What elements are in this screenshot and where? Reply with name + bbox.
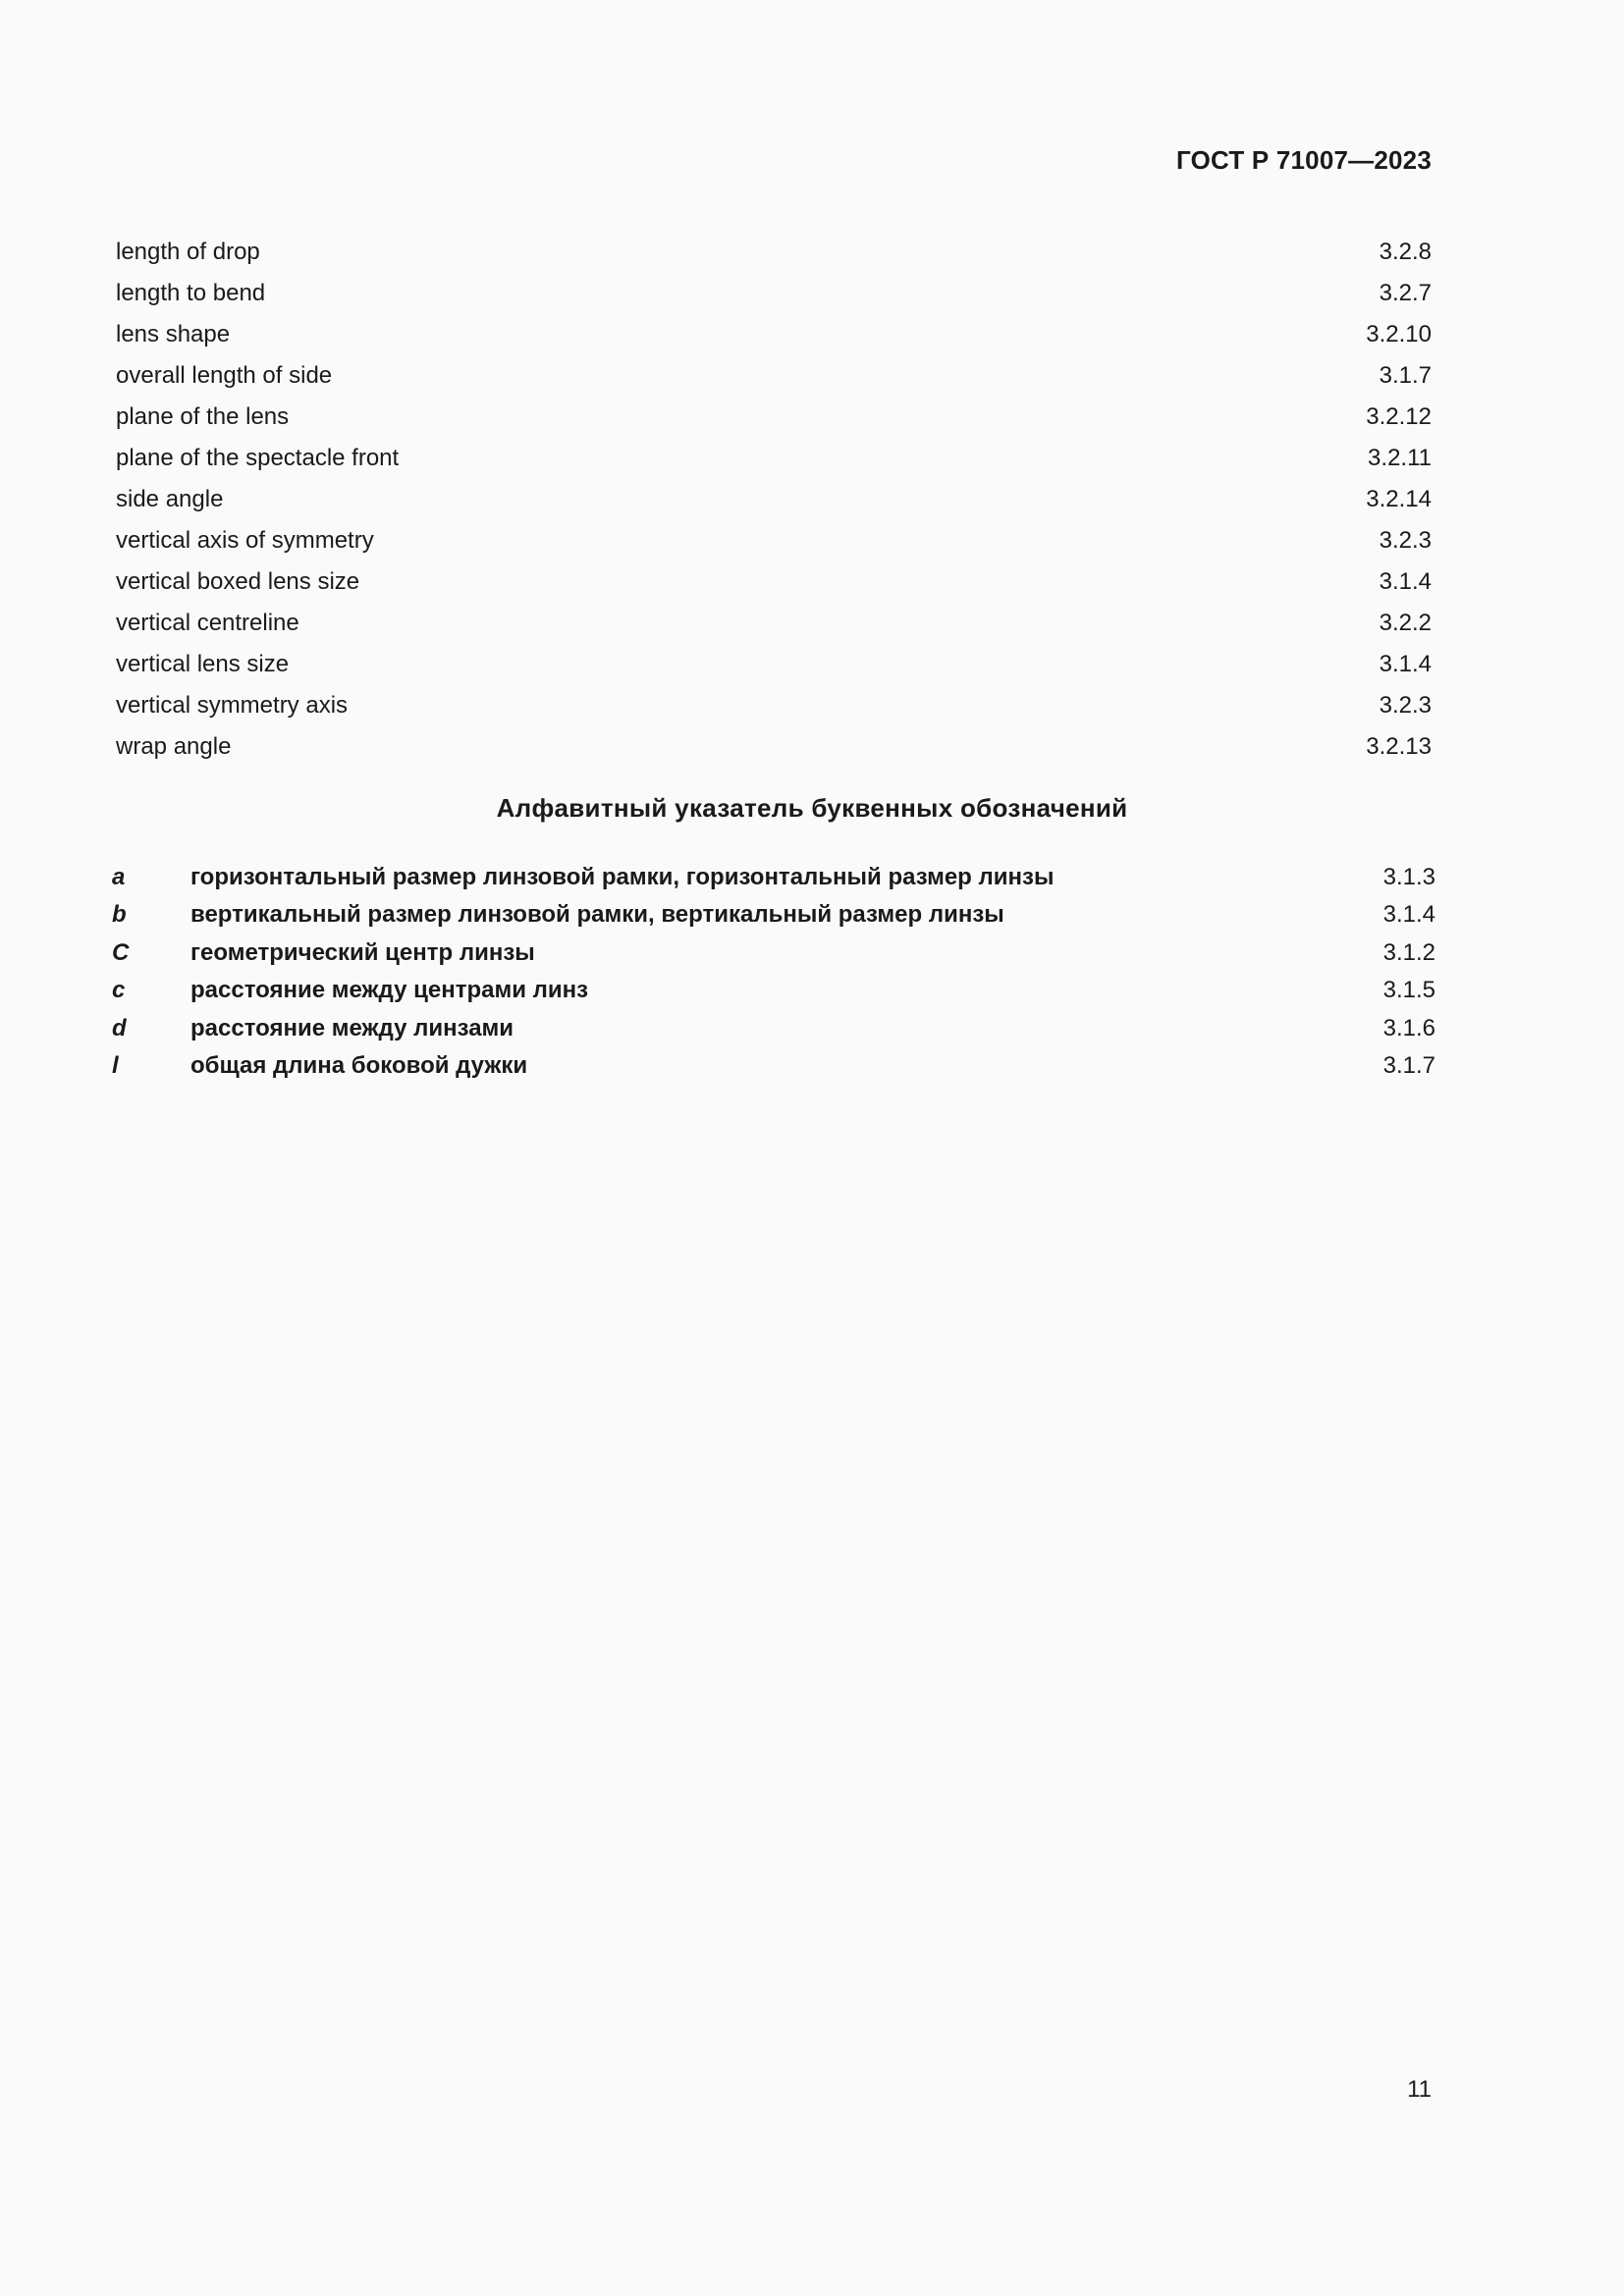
term-label: vertical symmetry axis bbox=[116, 692, 349, 719]
term-ref: 3.1.4 bbox=[1379, 651, 1432, 677]
term-label: length of drop bbox=[116, 239, 260, 265]
term-label: vertical centreline bbox=[116, 610, 299, 636]
list-item bbox=[116, 692, 1432, 733]
term-ref: 3.2.14 bbox=[1366, 486, 1432, 512]
list-item bbox=[116, 527, 1432, 568]
term-ref: 3.2.10 bbox=[1366, 321, 1432, 347]
document-id: ГОСТ Р 71007—2023 bbox=[1176, 145, 1432, 175]
list-item bbox=[116, 362, 1432, 403]
term-label: vertical lens size bbox=[116, 651, 290, 677]
list-item bbox=[112, 901, 1435, 938]
term-ref: 3.1.7 bbox=[1379, 362, 1432, 389]
symbol-description: геометрический центр линзы bbox=[190, 938, 535, 966]
list-item bbox=[112, 1052, 1435, 1090]
term-index-list bbox=[116, 239, 1432, 774]
list-item bbox=[116, 610, 1432, 651]
symbol-letter: a bbox=[112, 864, 126, 890]
term-label: vertical axis of symmetry bbox=[116, 527, 374, 554]
term-label: wrap angle bbox=[116, 733, 232, 760]
term-ref: 3.2.13 bbox=[1366, 733, 1432, 760]
symbol-ref: 3.1.4 bbox=[1382, 901, 1435, 929]
list-item bbox=[116, 280, 1432, 321]
term-label: overall length of side bbox=[116, 362, 333, 389]
section-title: Алфавитный указатель буквенных обозначений bbox=[496, 793, 1128, 823]
symbol-ref: 3.1.6 bbox=[1382, 1014, 1435, 1041]
list-item bbox=[112, 977, 1435, 1014]
symbol-letter: l bbox=[112, 1051, 119, 1079]
symbol-ref: 3.1.3 bbox=[1382, 864, 1435, 890]
list-item bbox=[116, 486, 1432, 527]
list-item bbox=[116, 321, 1432, 362]
page-number: 11 bbox=[1407, 2076, 1432, 2103]
term-label: length to bend bbox=[116, 280, 266, 306]
symbol-ref: 3.1.2 bbox=[1382, 938, 1435, 966]
list-item bbox=[116, 403, 1432, 445]
symbol-description: общая длина боковой дужки bbox=[190, 1051, 528, 1079]
symbol-ref: 3.1.7 bbox=[1382, 1051, 1435, 1079]
symbol-letter: C bbox=[112, 938, 130, 966]
list-item bbox=[112, 939, 1435, 977]
list-item bbox=[116, 445, 1432, 486]
term-label: vertical boxed lens size bbox=[116, 568, 360, 595]
term-ref: 3.2.3 bbox=[1379, 527, 1432, 554]
symbol-description: расстояние между линзами bbox=[190, 1014, 514, 1041]
term-ref: 3.2.11 bbox=[1368, 445, 1432, 471]
symbol-description: горизонтальный размер линзовой рамки, горизонтальный размер линзы bbox=[190, 864, 1055, 890]
term-label: lens shape bbox=[116, 321, 231, 347]
term-ref: 3.2.8 bbox=[1379, 239, 1432, 265]
term-ref: 3.2.3 bbox=[1379, 692, 1432, 719]
term-ref: 3.2.2 bbox=[1379, 610, 1432, 636]
term-ref: 3.1.4 bbox=[1379, 568, 1432, 595]
term-label: plane of the lens bbox=[116, 403, 290, 430]
list-item bbox=[112, 864, 1435, 901]
list-item bbox=[116, 239, 1432, 280]
term-ref: 3.2.7 bbox=[1379, 280, 1432, 306]
term-ref: 3.2.12 bbox=[1366, 403, 1432, 430]
symbol-letter: d bbox=[112, 1014, 127, 1041]
term-label: side angle bbox=[116, 486, 224, 512]
symbol-description: вертикальный размер линзовой рамки, вертикальный размер линзы bbox=[190, 901, 1004, 929]
list-item bbox=[116, 568, 1432, 610]
symbol-ref: 3.1.5 bbox=[1382, 977, 1435, 1004]
list-item bbox=[112, 1015, 1435, 1052]
list-item bbox=[116, 733, 1432, 774]
symbol-description: расстояние между центрами линз bbox=[190, 977, 589, 1004]
symbol-index-list bbox=[112, 864, 1435, 1090]
term-label: plane of the spectacle front bbox=[116, 445, 400, 471]
symbol-letter: b bbox=[112, 901, 127, 929]
symbol-letter: c bbox=[112, 977, 126, 1004]
list-item bbox=[116, 651, 1432, 692]
